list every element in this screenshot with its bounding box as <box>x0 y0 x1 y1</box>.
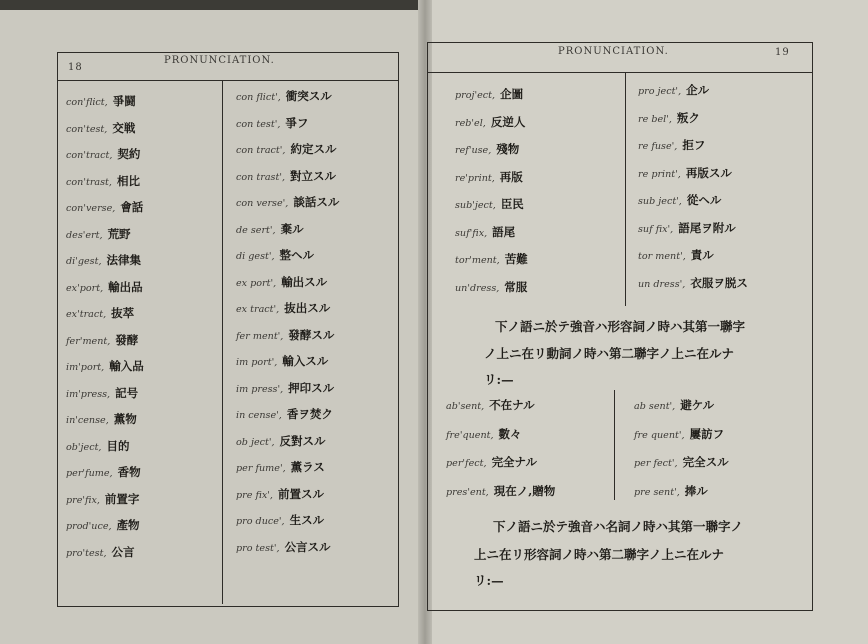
entry-row <box>634 483 708 499</box>
entry-row <box>236 327 334 343</box>
entry-row <box>66 120 135 136</box>
entry-row <box>638 247 714 263</box>
entry-gloss: 語尾 <box>492 224 516 239</box>
entry-row <box>455 279 527 295</box>
entry-row <box>236 247 314 263</box>
entry-gloss: 產物 <box>116 518 140 532</box>
entry-row <box>66 438 130 454</box>
entry-word: pro test', <box>236 542 280 554</box>
entry-word: pres'ent, <box>446 486 489 498</box>
right-column-divider-top <box>625 73 626 306</box>
entry-gloss: 拒フ <box>682 138 706 152</box>
entry-gloss: 苦難 <box>504 252 528 266</box>
entry-row <box>634 397 714 413</box>
entry-row <box>66 544 135 560</box>
entry-gloss: 臣民 <box>500 197 524 211</box>
entry-word: im'port, <box>66 362 105 373</box>
entry-word: suf'fix, <box>455 227 488 239</box>
entry-gloss: 整ヘル <box>279 248 315 262</box>
entry-word: im port', <box>236 357 278 368</box>
left-page-number: 18 <box>68 62 83 73</box>
entry-row <box>236 274 327 290</box>
entry-gloss: 完全スル <box>682 455 729 469</box>
entry-word: ab sent', <box>634 401 676 412</box>
entry-gloss: 談話スル <box>293 195 340 209</box>
entry-word: per'fect, <box>446 458 487 469</box>
entry-word: con'trast, <box>66 176 112 188</box>
entry-gloss: 發酵スル <box>288 327 335 342</box>
entry-row <box>446 454 537 470</box>
entry-row <box>236 539 331 555</box>
entry-word: ref'use, <box>455 145 492 156</box>
entry-gloss: 爭フ <box>285 115 309 130</box>
entry-gloss: 企ル <box>686 83 710 97</box>
entry-word: con verse', <box>236 198 289 209</box>
entry-word: des'ert, <box>66 229 103 241</box>
right-page-number: 19 <box>775 47 790 58</box>
entry-row <box>634 426 724 442</box>
entry-gloss: 荒野 <box>107 226 131 241</box>
entry-word: con'flict, <box>66 97 108 108</box>
entry-gloss: 輸入品 <box>109 359 144 373</box>
entry-gloss: 香物 <box>117 465 141 479</box>
entry-row <box>236 433 326 449</box>
entry-row <box>236 353 328 369</box>
entry-row <box>455 114 525 130</box>
right-header-rule <box>428 72 813 73</box>
entry-row <box>638 192 721 208</box>
entry-gloss: 對立スル <box>290 168 337 183</box>
entry-word: con'test, <box>66 123 108 135</box>
right-column-divider-bottom <box>614 390 615 500</box>
entry-row <box>66 226 131 242</box>
entry-row <box>66 332 138 348</box>
entry-row <box>236 88 332 104</box>
entry-word: fre quent', <box>634 429 685 441</box>
entry-gloss: 法律集 <box>106 253 141 267</box>
entry-word: ob ject', <box>236 436 275 448</box>
entry-word: un'dress, <box>455 282 500 294</box>
entry-gloss: 抜萃 <box>111 306 135 320</box>
entry-row <box>236 194 339 210</box>
entry-row <box>66 385 138 401</box>
entry-gloss: 捧ル <box>684 483 708 498</box>
right-running-header: PRONUNCIATION. <box>558 46 669 57</box>
entry-gloss: 企圖 <box>500 87 524 101</box>
entry-row <box>236 512 324 528</box>
entry-gloss: 前置スル <box>277 486 324 501</box>
note-1-line-2: ノ上ニ在リ動詞ノ時ハ第二聯字ノ上ニ在ルナ <box>484 346 735 361</box>
entry-gloss: 公言 <box>111 544 135 559</box>
entry-word: di gest', <box>236 251 275 262</box>
entry-row <box>638 137 705 153</box>
entry-word: un dress', <box>638 278 686 290</box>
entry-word: con'tract, <box>66 150 113 161</box>
entry-row <box>455 141 519 157</box>
entry-word: pre fix', <box>236 489 273 501</box>
entry-gloss: 抜出スル <box>284 301 331 315</box>
note-2-line-2: 上ニ在リ形容詞ノ時ハ第二聯字ノ上ニ在ルナ <box>474 547 725 562</box>
entry-row <box>455 169 523 185</box>
entry-gloss: 相比 <box>116 173 140 188</box>
entry-row <box>66 517 140 533</box>
entry-word: per'fume, <box>66 468 113 479</box>
entry-gloss: 從ヘル <box>686 193 722 207</box>
entry-row <box>66 146 140 162</box>
entry-gloss: 輸出スル <box>281 274 328 289</box>
entry-word: di'gest, <box>66 256 102 267</box>
entry-row <box>638 165 732 181</box>
entry-word: re fuse', <box>638 141 678 152</box>
entry-row <box>66 358 144 374</box>
entry-word: con tract', <box>236 145 286 156</box>
entry-word: ex tract', <box>236 304 280 315</box>
entry-gloss: 薫物 <box>113 412 137 426</box>
entry-word: sub ject', <box>638 196 682 207</box>
entry-word: fer ment', <box>236 330 284 342</box>
entry-gloss: 避ケル <box>680 398 715 412</box>
entry-gloss: 香ヲ焚ク <box>286 407 333 421</box>
entry-word: per fume', <box>236 463 286 474</box>
entry-row <box>638 275 748 291</box>
entry-gloss: 交戦 <box>112 120 136 135</box>
entry-row <box>638 82 709 98</box>
entry-gloss: 記号 <box>115 385 139 400</box>
entry-word: in'cense, <box>66 415 109 426</box>
entry-row <box>236 115 308 131</box>
entry-word: ex'tract, <box>66 309 107 320</box>
left-column-divider <box>222 81 223 604</box>
entry-row <box>236 380 334 396</box>
entry-word: in cense', <box>236 410 282 421</box>
entry-word: ex port', <box>236 277 277 289</box>
entry-row <box>455 224 515 240</box>
entry-word: ex'port, <box>66 282 104 294</box>
entry-gloss: 再版スル <box>685 165 732 180</box>
entry-word: prod'uce, <box>66 521 112 532</box>
entry-gloss: 衝突スル <box>285 89 332 103</box>
note-1-line-1: 下ノ語ニ於テ強音ハ形容詞ノ時ハ其第一聯字 <box>495 319 746 334</box>
entry-gloss: 公言スル <box>284 539 331 554</box>
entry-word: pro duce', <box>236 516 285 527</box>
entry-word: pre'fix, <box>66 494 100 506</box>
entry-row <box>455 251 528 267</box>
entry-row <box>66 93 136 109</box>
entry-word: pre sent', <box>634 486 680 498</box>
note-2-line-1: 下ノ語ニ於テ強音ハ名詞ノ時ハ其第一聯字ノ <box>493 519 744 534</box>
entry-gloss: 再版 <box>499 169 523 184</box>
entry-gloss: 發酵 <box>115 332 139 347</box>
entry-row <box>446 397 535 413</box>
entry-row <box>236 459 325 475</box>
entry-gloss: 不在ナル <box>489 398 535 412</box>
entry-row <box>236 486 324 502</box>
entry-gloss: 屢訪フ <box>689 426 725 441</box>
entry-gloss: 叛ク <box>676 110 700 125</box>
entry-word: proj'ect, <box>455 90 496 101</box>
entry-row <box>638 220 736 236</box>
entry-gloss: 反逆人 <box>490 114 526 129</box>
note-1-line-3: リ:— <box>484 372 514 387</box>
entry-row <box>455 196 524 212</box>
entry-row <box>236 141 336 157</box>
entry-gloss: 約定スル <box>290 142 337 156</box>
entry-gloss: 生スル <box>289 513 325 527</box>
entry-row <box>66 305 134 321</box>
entry-word: reb'el, <box>455 117 486 129</box>
entry-row <box>66 199 143 215</box>
entry-word: tor ment', <box>638 251 686 262</box>
entry-row <box>446 483 555 499</box>
entry-word: sub'ject, <box>455 200 496 211</box>
entry-gloss: 薫ラス <box>290 460 325 474</box>
entry-row <box>236 168 336 184</box>
note-2-line-3: リ:— <box>474 573 504 588</box>
entry-row <box>236 300 330 316</box>
entry-gloss: 語尾ヲ附ル <box>678 220 736 235</box>
entry-row <box>455 86 523 102</box>
entry-row <box>66 464 141 480</box>
entry-word: pro'test, <box>66 547 107 559</box>
entry-word: fre'quent, <box>446 429 494 441</box>
entry-row <box>638 110 700 126</box>
entry-row <box>66 491 139 507</box>
left-header-rule <box>58 80 398 81</box>
entry-row <box>66 411 137 427</box>
entry-word: re bel', <box>638 113 672 125</box>
entry-gloss: 棄ル <box>280 221 304 236</box>
entry-word: im'press, <box>66 388 111 400</box>
entry-word: tor'ment, <box>455 255 500 266</box>
entry-row <box>66 279 143 295</box>
entry-row <box>66 252 141 268</box>
entry-gloss: 爭闘 <box>112 94 136 108</box>
entry-gloss: 輸出品 <box>108 279 143 294</box>
entry-word: per fect', <box>634 458 678 469</box>
entry-gloss: 反對スル <box>279 433 326 448</box>
entry-word: pro ject', <box>638 86 682 97</box>
entry-word: fer'ment, <box>66 335 111 347</box>
entry-gloss: 數々 <box>498 426 522 441</box>
entry-gloss: 責ル <box>690 248 714 262</box>
entry-gloss: 衣服ヲ脱ス <box>690 275 748 290</box>
entry-word: ab'sent, <box>446 401 485 412</box>
entry-row <box>236 221 304 237</box>
entry-row <box>446 426 522 442</box>
entry-gloss: 前置字 <box>104 491 140 506</box>
entry-word: con trast', <box>236 171 286 183</box>
entry-row <box>634 454 729 470</box>
entry-gloss: 完全ナル <box>491 455 537 469</box>
entry-gloss: 殘物 <box>496 142 520 156</box>
entry-row <box>236 406 333 422</box>
entry-word: ob'ject, <box>66 441 102 453</box>
left-running-header: PRONUNCIATION. <box>164 55 275 66</box>
entry-gloss: 押印スル <box>288 380 335 395</box>
entry-gloss: 常服 <box>504 279 528 294</box>
entry-gloss: 契約 <box>117 147 141 161</box>
entry-word: suf fix', <box>638 223 674 235</box>
entry-gloss: 輸入スル <box>282 354 329 368</box>
entry-word: con flict', <box>236 92 281 103</box>
entry-word: re'print, <box>455 172 495 184</box>
entry-word: re print', <box>638 168 681 180</box>
entry-word: de sert', <box>236 224 276 236</box>
entry-gloss: 現在ノ,贈物 <box>493 483 556 498</box>
entry-gloss: 目的 <box>106 438 130 453</box>
entry-row <box>66 173 140 189</box>
entry-gloss: 會話 <box>120 200 144 214</box>
entry-word: con'verse, <box>66 203 116 214</box>
entry-word: im press', <box>236 383 284 395</box>
entry-word: con test', <box>236 118 281 130</box>
